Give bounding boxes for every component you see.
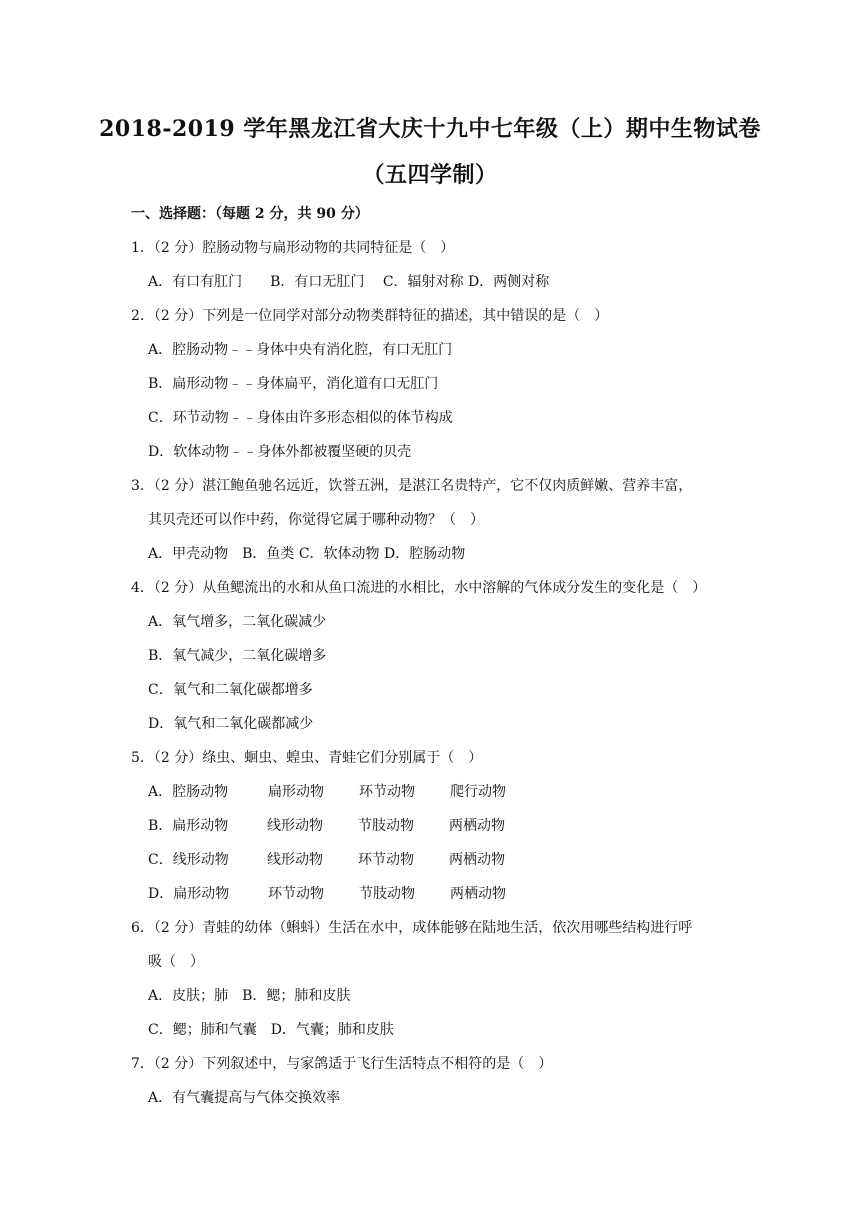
question-5-stem: 5．（2 分）绦虫、蛔虫、蝗虫、青蛙它们分别属于（ ） <box>131 750 483 766</box>
option-cell: 环节动物 <box>359 784 415 800</box>
question-3-stem-line2: 其贝壳还可以作中药，你觉得它属于哪种动物？（ ） <box>148 512 484 528</box>
option-cell: 节肢动物 <box>358 818 414 834</box>
question-2-option-d: D．软体动物﹣﹣身体外都被覆坚硬的贝壳 <box>148 444 412 460</box>
question-2-option-a: A．腔肠动物﹣﹣身体中央有消化腔，有口无肛门 <box>148 342 453 358</box>
question-2-stem: 2．（2 分）下列是一位同学对部分动物类群特征的描述，其中错误的是（ ） <box>131 308 609 324</box>
question-5-option-b <box>148 815 505 835</box>
option-cell: A．腔肠动物 <box>148 784 229 800</box>
question-4-option-a: A．氧气增多，二氧化碳减少 <box>148 614 327 630</box>
question-3-options: A．甲壳动物 B．鱼类 C．软体动物 D．腔肠动物 <box>148 546 466 562</box>
option-cell: 扁形动物 <box>268 784 324 800</box>
question-7-option-a: A．有气囊提高与气体交换效率 <box>148 1090 341 1106</box>
option-cell: 两栖动物 <box>449 818 505 834</box>
question-3-stem-line1: 3．（2 分）湛江鲍鱼驰名远近，饮誉五洲，是湛江名贵特产，它不仅肉质鲜嫩、营养丰富， <box>131 478 693 494</box>
option-cell: 线形动物 <box>267 852 323 868</box>
question-4-option-d: D．氧气和二氧化碳都减少 <box>148 716 314 732</box>
question-4-stem: 4．（2 分）从鱼鳃流出的水和从鱼口流进的水相比，水中溶解的气体成分发生的变化是（ ） <box>131 580 707 596</box>
exam-title-line2: （五四学制） <box>362 162 498 188</box>
question-6-stem-line1: 6．（2 分）青蛙的幼体（蝌蚪）生活在水中，成体能够在陆地生活，依次用哪些结构进行呼 <box>131 920 693 936</box>
question-5-option-a <box>148 781 506 801</box>
question-5-option-c <box>148 849 505 869</box>
option-cell: 环节动物 <box>358 852 414 868</box>
option-cell: 两栖动物 <box>450 886 506 902</box>
option-cell: B．扁形动物 <box>148 818 229 834</box>
question-1-options: A．有口有肛门 B．有口无肛门 C．辐射对称 D．两侧对称 <box>148 274 550 290</box>
option-cell: D．扁形动物 <box>148 886 230 902</box>
option-cell: 节肢动物 <box>359 886 415 902</box>
option-cell: 线形动物 <box>267 818 323 834</box>
option-cell: C．线形动物 <box>148 852 229 868</box>
question-7-stem: 7．（2 分）下列叙述中，与家鸽适于飞行生活特点不相符的是（ ） <box>131 1056 553 1072</box>
section-heading: 一、选择题：（每题 2 分，共 90 分） <box>131 206 369 222</box>
question-6-options-cd: C．鳃；肺和气囊 D．气囊；肺和皮肤 <box>148 1022 394 1038</box>
option-cell: 环节动物 <box>268 886 324 902</box>
question-1-stem: 1．（2 分）腔肠动物与扁形动物的共同特征是（ ） <box>131 240 455 256</box>
question-4-option-c: C．氧气和二氧化碳都增多 <box>148 682 313 698</box>
question-5-option-d <box>148 883 506 903</box>
question-2-option-c: C．环节动物﹣﹣身体由许多形态相似的体节构成 <box>148 410 453 426</box>
question-4-option-b: B．氧气减少，二氧化碳增多 <box>148 648 327 664</box>
exam-title-line1: 2018-2019 学年黑龙江省大庆十九中七年级（上）期中生物试卷 <box>99 116 761 142</box>
question-6-options-ab: A．皮肤；肺 B．鳃；肺和皮肤 <box>148 988 351 1004</box>
question-6-stem-line2: 吸（ ） <box>148 954 204 970</box>
option-cell: 两栖动物 <box>449 852 505 868</box>
option-cell: 爬行动物 <box>450 784 506 800</box>
question-2-option-b: B．扁形动物﹣﹣身体扁平，消化道有口无肛门 <box>148 376 439 392</box>
